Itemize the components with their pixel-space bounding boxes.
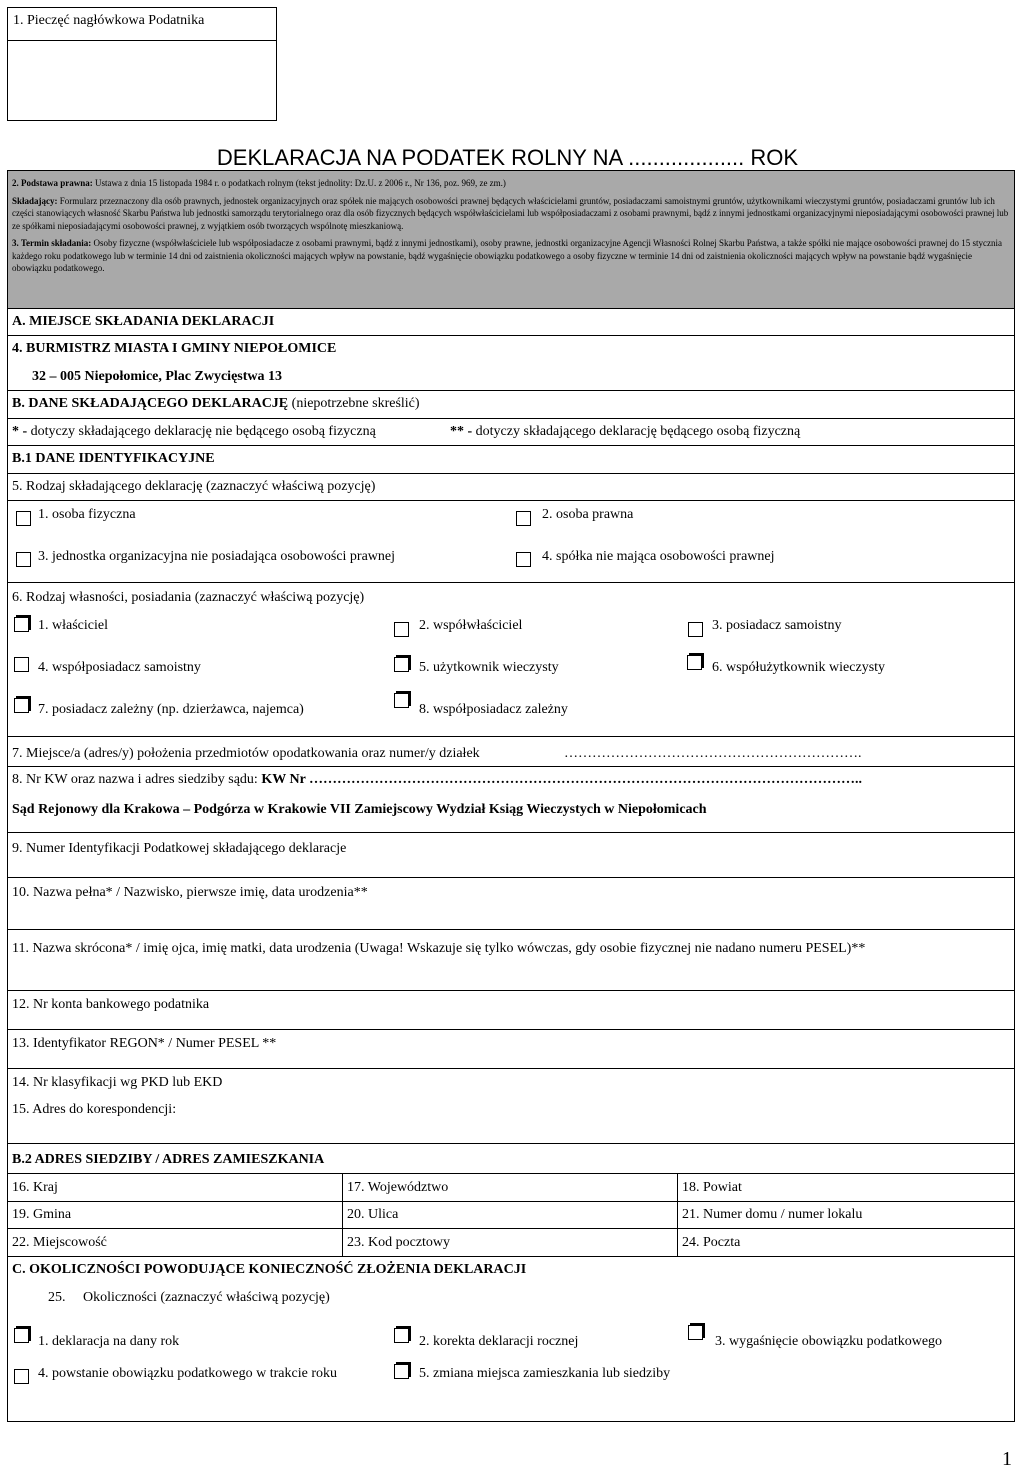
checkbox-natural-person[interactable] xyxy=(16,511,31,526)
note-marker-double: ** - xyxy=(450,424,473,439)
field11-label: 11. Nazwa skrócona* / imię ojca, imię matki, data urodzenia (Uwaga! Wskazuje się tylko wówczas, gdy osobie fizycznej nie nadano numeru PESEL)** xyxy=(12,941,866,956)
field-country: 16. Kraj xyxy=(12,1180,58,1195)
option-co-perpetual-user: 6. współużytkownik wieczysty xyxy=(712,660,886,675)
stamp-label: 1. Pieczęć nagłówkowa Podatnika xyxy=(8,8,276,41)
option-annual-declaration: 1. deklaracja na dany rok xyxy=(38,1334,180,1349)
taxpayer-stamp-box xyxy=(7,7,277,121)
submitter-text: Formularz przeznaczony dla osób prawnych, jednostek organizacyjnych oraz spółek nie mających osobowości prawnej będących właścicielami gruntów, posiadaczami samoistnymi gruntów, użytkownikami wieczystymi gruntów, posiadaczami gruntów lub ich części stanowiących własność Skarbu Państwa lub jednostki samorządu terytorialnego oraz dla osób fizycznych będących współwłaścicielami lub współposiadaczami z osobami prawnymi, bądź z innymi jednostkami organizacyjnymi nieposiadającymi osobowości prawnej lub ze spółkami nieposiadającymi osobowości prawnej, z wyjątkiem osób tworzących wspólnotę mieszkaniową. xyxy=(12,195,1009,231)
note-legal-text: dotyczy składającego deklarację będącego osobą fizyczną xyxy=(472,424,801,439)
field25-label: 25. Okoliczności (zaznaczyć właściwą pozycję) xyxy=(48,1290,330,1305)
checkbox-independent-holder[interactable] xyxy=(688,622,703,637)
note-legal-person xyxy=(450,424,800,440)
field-post-office: 24. Poczta xyxy=(682,1235,741,1250)
field8-kw-number[interactable]: KW Nr ……………………………………………………………………………………………………….. xyxy=(261,772,863,787)
checkbox-partnership[interactable] xyxy=(516,552,531,567)
section-a-heading: A. MIEJSCE SKŁADANIA DEKLARACJI xyxy=(12,314,275,329)
option-natural-person: 1. osoba fizyczna xyxy=(38,507,136,522)
field-house-number: 21. Numer domu / numer lokalu xyxy=(682,1207,863,1222)
submitter-label: Składający: xyxy=(12,195,58,206)
option-annual-correction: 2. korekta deklaracji rocznej xyxy=(419,1334,579,1349)
checkbox-co-dependent-holder[interactable] xyxy=(394,693,409,708)
option-co-independent-holder: 4. współposiadacz samoistny xyxy=(38,660,201,675)
field-postal-code: 23. Kod pocztowy xyxy=(347,1235,451,1250)
option-co-owner: 2. współwłaściciel xyxy=(419,618,523,633)
field8-court: Sąd Rejonowy dla Krakowa – Podgórza w Krakowie VII Zamiejscowy Wydział Ksiąg Wieczystych w Niepołomicach xyxy=(12,802,707,817)
field9-label: 9. Numer Identyfikacji Podatkowej składającego deklaracje xyxy=(12,841,347,856)
option-perpetual-user: 5. użytkownik wieczysty xyxy=(419,660,559,675)
field-municipality: 19. Gmina xyxy=(12,1207,72,1222)
option-address-change: 5. zmiana miejsca zamieszkania lub siedziby xyxy=(419,1366,671,1381)
checkbox-obligation-start[interactable] xyxy=(14,1369,29,1384)
section-b-heading-row xyxy=(12,396,420,412)
option-obligation-start: 4. powstanie obowiązku podatkowego w trakcie roku xyxy=(38,1366,337,1381)
field-street: 20. Ulica xyxy=(347,1207,399,1222)
checkbox-annual-declaration[interactable] xyxy=(14,1328,29,1343)
note-natural-person xyxy=(12,424,376,440)
b1-heading: B.1 DANE IDENTYFIKACYJNE xyxy=(12,451,215,466)
field5-label: 5. Rodzaj składającego deklarację (zaznaczyć właściwą pozycję) xyxy=(12,479,376,494)
deadline-text: Osoby fizyczne (współwłaściciele lub współposiadacze z osobami prawnymi, bądź z innymi jednostkami), osoby prawne, jednostki organizacyjne Agencji Własności Rolnej Skarbu Państwa, a także spółki nie mające osobowości prawnej do 15 stycznia każdego roku podatkowego lub w terminie 14 dni od zaistnienia okoliczności mających wpływ na powstanie, bądź wygaśnięcie obowiązku podatkowego a osoby fizyczne w terminie 14 dni od zaistnienia okoliczności mających wpływ na powstanie bądź wygaśnięcie obowiązku podatkowego. xyxy=(12,238,1002,273)
note-marker-single: * - xyxy=(12,424,28,439)
note-natural-text: dotyczy składającego deklarację nie będącego osobą fizyczną xyxy=(27,424,376,439)
field7-label: 7. Miejsce/a (adres/y) położenia przedmiotów opodatkowania oraz numer/y działek xyxy=(12,746,480,761)
checkbox-address-change[interactable] xyxy=(394,1364,409,1379)
checkbox-co-perpetual-user[interactable] xyxy=(687,655,702,670)
b2-heading: B.2 ADRES SIEDZIBY / ADRES ZAMIESZKANIA xyxy=(12,1152,325,1167)
field10-label: 10. Nazwa pełna* / Nazwisko, pierwsze imię, data urodzenia** xyxy=(12,885,368,900)
section-b-note: (niepotrzebne skreślić) xyxy=(291,396,420,411)
field13-label: 13. Identyfikator REGON* / Numer PESEL ** xyxy=(12,1036,277,1051)
checkbox-owner[interactable] xyxy=(14,617,29,632)
deadline-label: 3. Termin składania: xyxy=(12,238,92,248)
form-title: DEKLARACJA NA PODATEK ROLNY NA ................... ROK xyxy=(216,145,799,170)
option-org-unit: 3. jednostka organizacyjna nie posiadająca osobowości prawnej xyxy=(38,549,396,564)
field-town: 22. Miejscowość xyxy=(12,1235,107,1250)
option-obligation-expiry: 3. wygaśnięcie obowiązku podatkowego xyxy=(715,1334,943,1349)
option-dependent-holder: 7. posiadacz zależny (np. dzierżawca, najemca) xyxy=(38,702,304,717)
field8-row xyxy=(12,772,862,788)
field7-dots[interactable]: ………………………………………………………. xyxy=(564,746,862,761)
checkbox-org-unit[interactable] xyxy=(16,552,31,567)
field14-label: 14. Nr klasyfikacji wg PKD lub EKD xyxy=(12,1075,223,1090)
option-co-dependent-holder: 8. współposiadacz zależny xyxy=(419,702,568,717)
field-county: 18. Powiat xyxy=(682,1180,742,1195)
field-voivodeship: 17. Województwo xyxy=(347,1180,449,1195)
checkbox-co-owner[interactable] xyxy=(394,622,409,637)
legal-header xyxy=(8,171,1014,309)
section-b-heading: B. DANE SKŁADAJĄCEGO DEKLARACJĘ xyxy=(12,396,289,411)
tax-office-name: 4. BURMISTRZ MIASTA I GMINY NIEPOŁOMICE xyxy=(12,341,337,356)
legal-basis-label: 2. Podstawa prawna: xyxy=(12,178,93,188)
legal-basis-text: Ustawa z dnia 15 listopada 1984 r. o podatkach rolnym (tekst jednolity: Dz.U. z 2006 r., Nr 136, poz. 969, ze zm.) xyxy=(92,178,506,188)
checkbox-annual-correction[interactable] xyxy=(394,1328,409,1343)
option-independent-holder: 3. posiadacz samoistny xyxy=(712,618,842,633)
option-owner: 1. właściciel xyxy=(38,618,108,633)
tax-office-address: 32 – 005 Niepołomice, Plac Zwycięstwa 13 xyxy=(32,369,283,384)
declaration-form xyxy=(7,170,1015,1422)
field8-label: 8. Nr KW oraz nazwa i adres siedziby sądu: xyxy=(12,772,258,787)
option-legal-person: 2. osoba prawna xyxy=(542,507,634,522)
field12-label: 12. Nr konta bankowego podatnika xyxy=(12,997,210,1012)
option-partnership: 4. spółka nie mająca osobowości prawnej xyxy=(542,549,775,564)
checkbox-legal-person[interactable] xyxy=(516,511,531,526)
checkbox-obligation-expiry[interactable] xyxy=(688,1325,703,1340)
checkbox-co-independent-holder[interactable] xyxy=(14,657,29,672)
field6-label: 6. Rodzaj własności, posiadania (zaznaczyć właściwą pozycję) xyxy=(12,590,365,605)
section-c-heading: C. OKOLICZNOŚCI POWODUJĄCE KONIECZNOŚĆ ZŁOŻENIA DEKLARACJI xyxy=(12,1262,527,1277)
checkbox-dependent-holder[interactable] xyxy=(14,698,29,713)
field15-label: 15. Adres do korespondencji: xyxy=(12,1102,177,1117)
checkbox-perpetual-user[interactable] xyxy=(394,657,409,672)
page-number: 1 xyxy=(1002,1448,1012,1470)
